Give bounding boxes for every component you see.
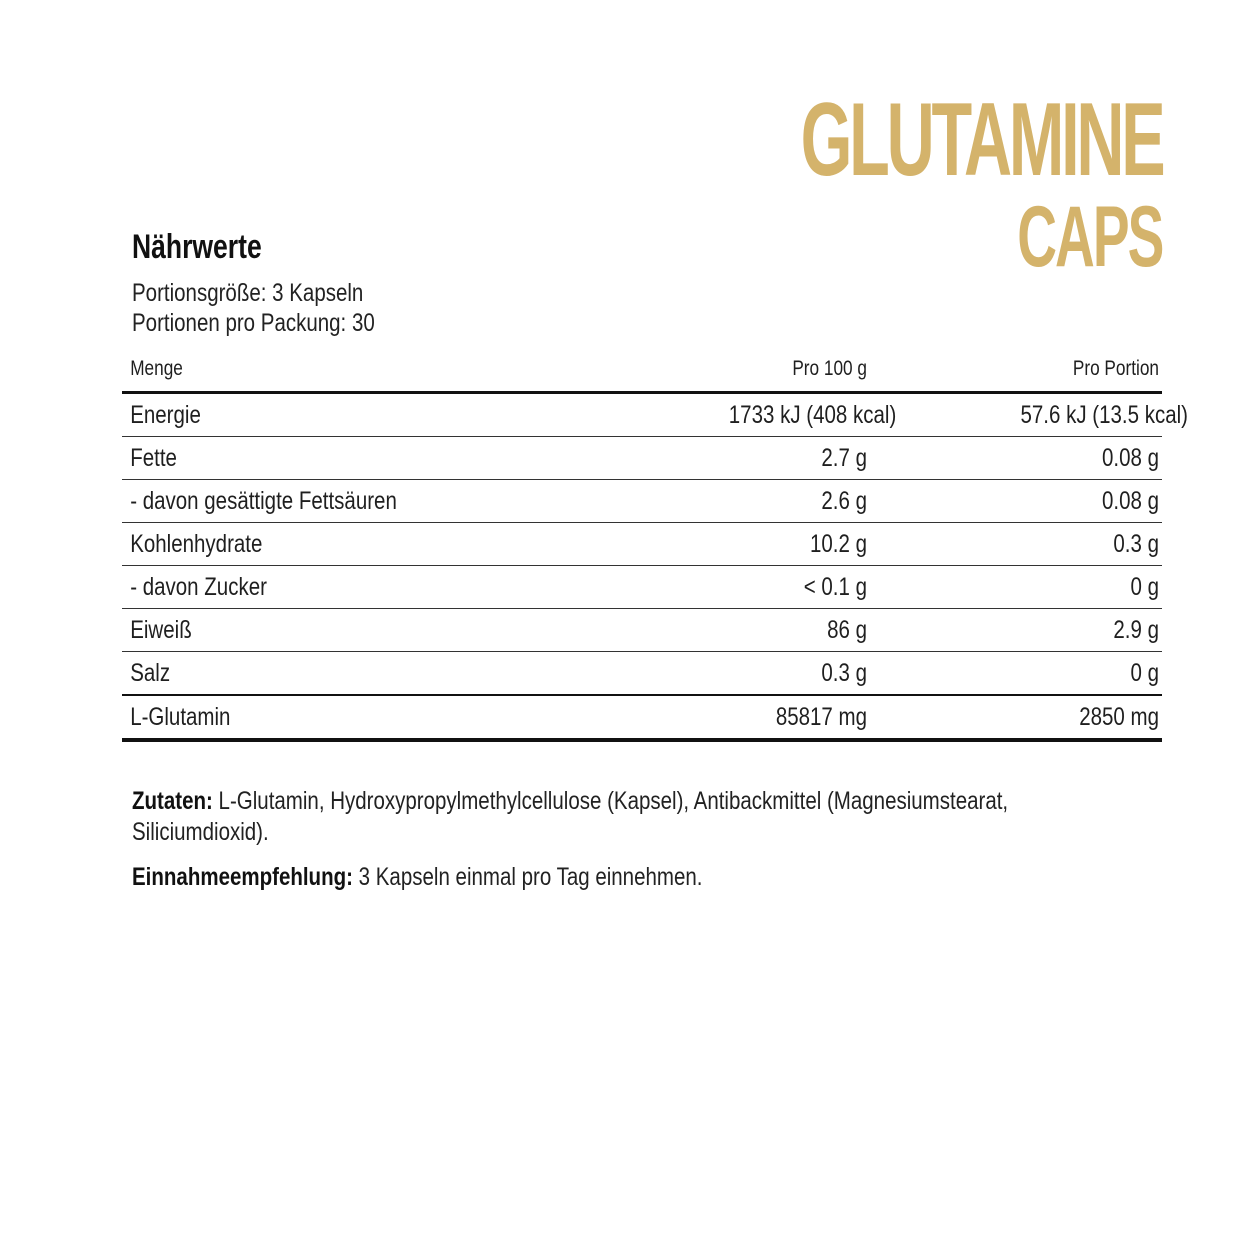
table-row [122, 652, 1162, 696]
row-per-portion: 57.6 kJ (13.5 kcal) [1020, 400, 1189, 429]
recommendation-text: 3 Kapseln einmal pro Tag einnehmen. [358, 863, 703, 891]
table-row [122, 566, 1162, 609]
table-row [122, 696, 1162, 742]
row-name: Energie [130, 400, 201, 429]
row-per-100g: 2.6 g [821, 486, 867, 515]
servings-per-pack: Portionen pro Packung: 30 [132, 309, 375, 337]
header-per-portion: Pro Portion [1072, 357, 1159, 380]
product-title-line2: CAPS [1016, 189, 1162, 285]
serving-info [132, 278, 375, 338]
row-per-100g: 2.7 g [821, 443, 867, 472]
row-per-portion: 0 g [1130, 658, 1159, 687]
row-name: - davon gesättigte Fettsäuren [130, 486, 397, 515]
table-row [122, 609, 1162, 652]
header-name: Menge [130, 357, 183, 380]
table-row [122, 437, 1162, 480]
row-per-100g: 0.3 g [821, 658, 867, 687]
serving-size: Portionsgröße: 3 Kapseln [132, 279, 364, 307]
product-info [132, 786, 1075, 907]
row-per-100g: 85817 mg [775, 702, 867, 731]
row-per-portion: 0.08 g [1101, 443, 1159, 472]
row-name: - davon Zucker [130, 572, 267, 601]
row-per-portion: 0.08 g [1101, 486, 1159, 515]
ingredients-label: Zutaten: [132, 787, 213, 815]
table-row [122, 523, 1162, 566]
product-title [597, 82, 1162, 285]
row-name: Kohlenhydrate [130, 529, 263, 558]
row-per-portion: 0 g [1130, 572, 1159, 601]
row-name: Eiweiß [130, 615, 192, 644]
table-row [122, 480, 1162, 523]
row-name: Salz [130, 658, 171, 687]
table-row [122, 394, 1189, 437]
row-per-portion: 2.9 g [1113, 615, 1159, 644]
row-per-100g: < 0.1 g [803, 572, 867, 601]
ingredients-text: L-Glutamin, Hydroxypropylmethylcellulose (Kapsel), Antibackmittel (Magnesiumstearat, Siliciumdioxid). [132, 787, 1009, 846]
recommendation-label: Einnahmeempfehlung: [132, 863, 353, 891]
row-per-portion: 0.3 g [1113, 529, 1159, 558]
nutrition-heading: Nährwerte [132, 228, 262, 266]
row-name: L-Glutamin [130, 702, 231, 731]
table-header-row [122, 347, 1162, 394]
ingredients-paragraph [132, 786, 1075, 848]
nutrition-table [122, 347, 1189, 742]
recommendation-paragraph [132, 862, 1075, 893]
row-per-100g: 1733 kJ (408 kcal) [728, 400, 897, 429]
row-per-portion: 2850 mg [1079, 702, 1159, 731]
row-per-100g: 86 g [827, 615, 867, 644]
header-per-100g: Pro 100 g [792, 357, 867, 380]
row-name: Fette [130, 443, 177, 472]
row-per-100g: 10.2 g [809, 529, 867, 558]
product-title-line1: GLUTAMINE [800, 82, 1162, 198]
